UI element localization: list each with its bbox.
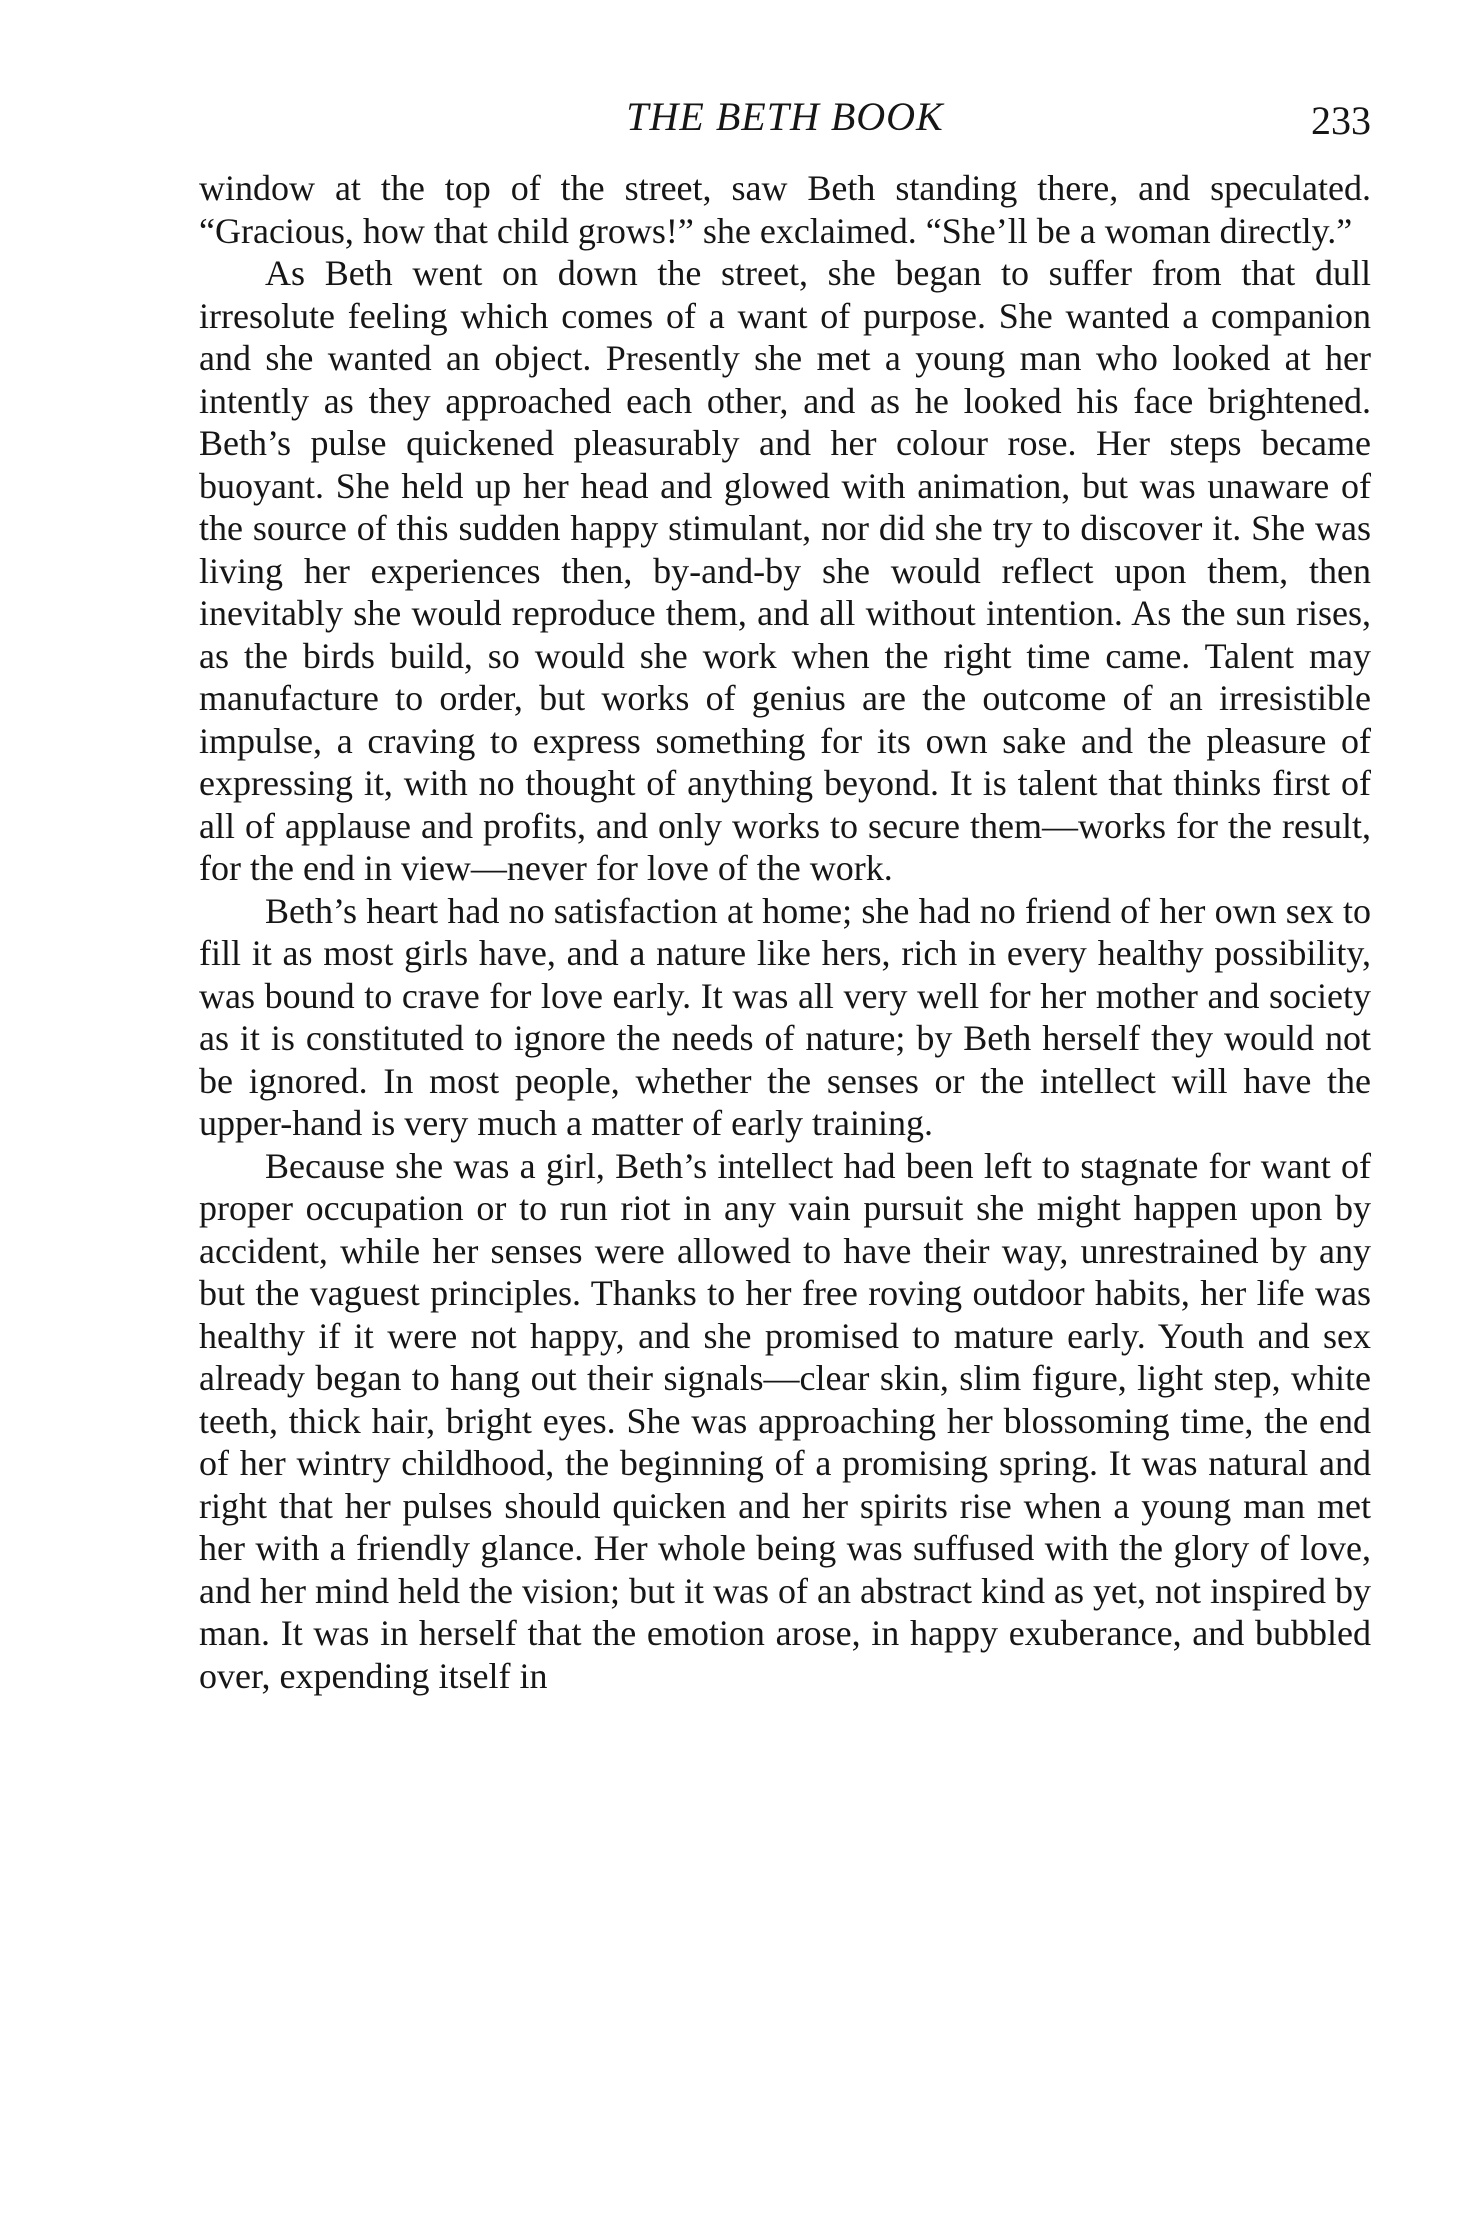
running-head bbox=[199, 92, 1371, 142]
body-text bbox=[199, 167, 1371, 1697]
paragraph: Because she was a girl, Beth’s intellect had been left to stagnate for want of proper occupation or to run riot in any vain pursuit she might happen upon by accident, while her senses were allowed to have their way, unrestrained by any but the vaguest principles. Thanks to her free roving outdoor habits, her life was healthy if it were not happy, and she promised to mature early. Youth and sex already began to hang out their signals—clear skin, slim figure, light step, white teeth, thick hair, bright eyes. She was approaching her blossoming time, the end of her wintry childhood, the beginning of a promising spring. It was natural and right that her pulses should quicken and her spirits rise when a young man met her with a friendly glance. Her whole being was suffused with the glory of love, and her mind held the vision; but it was of an abstract kind as yet, not inspired by man. It was in herself that the emotion arose, in happy exuberance, and bubbled over, expending itself in bbox=[199, 1145, 1371, 1696]
paragraph: Beth’s heart had no satisfaction at home; she had no friend of her own sex to fill it as most girls have, and a nature like hers, rich in every healthy possibility, was bound to crave for love early. It was all very well for her mother and society as it is constituted to ignore the needs of nature; by Beth herself they would not be ignored. In most people, whether the senses or the intellect will have the upper-hand is very much a matter of early training. bbox=[199, 890, 1371, 1143]
running-title: THE BETH BOOK bbox=[626, 94, 944, 139]
paragraph-continued: window at the top of the street, saw Beth standing there, and speculated. “Gracious, how that child grows!” she exclaimed. “She’ll be a woman directly.” bbox=[199, 168, 1371, 251]
page-number: 233 bbox=[1311, 98, 1371, 143]
paragraph: As Beth went on down the street, she began to suffer from that dull irresolute feeling which comes of a want of purpose. She wanted a companion and she wanted an object. Presently she met a young man who looked at her intently as they approached each other, and as he looked his face brightened. Beth’s pulse quickened pleasurably and her colour rose. Her steps became buoyant. She held up her head and glowed with animation, but was unaware of the source of this sudden happy stimulant, nor did she try to discover it. She was living her experiences then, by-and-by she would reflect upon them, then inevitably she would reproduce them, and all without intention. As the sun rises, as the birds build, so would she work when the right time came. Talent may manufacture to order, but works of genius are the outcome of an irresistible impulse, a craving to express something for its own sake and the pleasure of expressing it, with no thought of anything beyond. It is talent that thinks first of all of applause and profits, and only works to secure them—works for the result, for the end in view—never for love of the work. bbox=[199, 253, 1371, 888]
